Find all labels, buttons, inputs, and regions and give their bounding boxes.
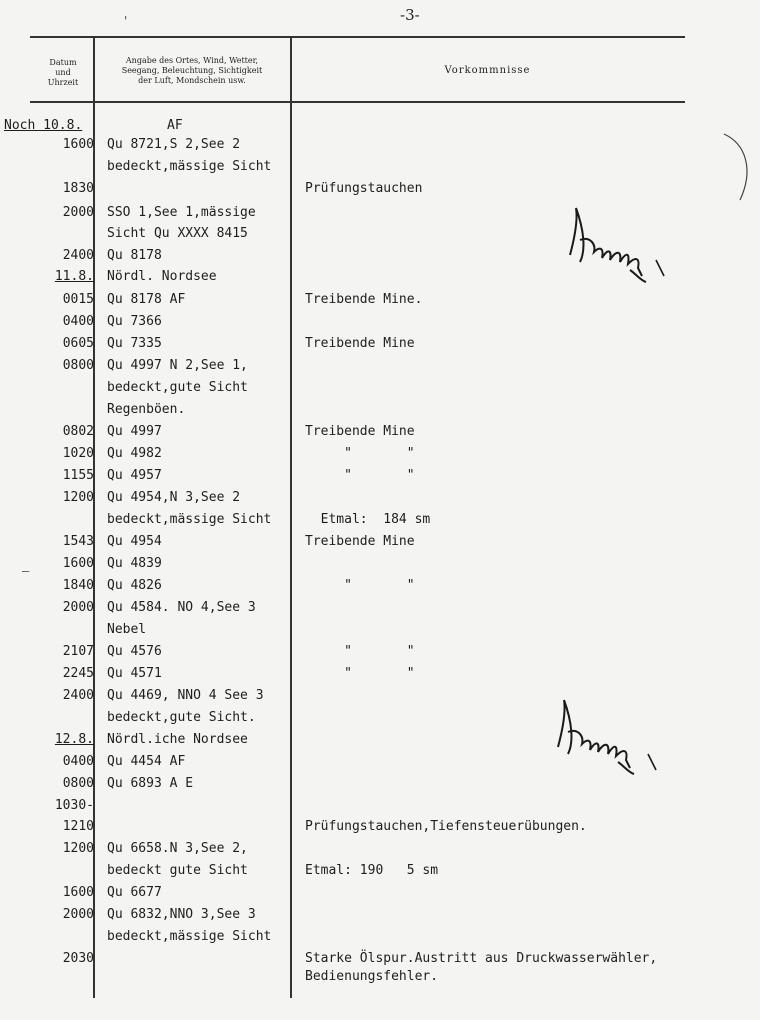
row-position-weather: Qu 4954 bbox=[107, 534, 162, 549]
row-datetime: 0800 bbox=[62, 776, 94, 791]
row-position-weather: bedeckt,mässige Sicht bbox=[107, 929, 272, 944]
row-datetime: 1030- bbox=[54, 798, 94, 813]
row-position-weather: Qu 4997 bbox=[107, 424, 162, 439]
row-position-weather: Qu 6658.N 3,See 2, bbox=[107, 841, 248, 856]
row-datetime: 1840 bbox=[62, 578, 94, 593]
row-position-weather: Qu 4571 bbox=[107, 666, 162, 681]
row-datetime: 1543 bbox=[62, 534, 94, 549]
row-position-weather: Qu 8178 bbox=[107, 248, 162, 263]
row-position-weather: SSO 1,See 1,mässige bbox=[107, 205, 256, 220]
signature bbox=[560, 200, 690, 290]
row-remarks: Treibende Mine. bbox=[305, 292, 423, 307]
row-datetime: 0015 bbox=[62, 292, 94, 307]
margin-tick: – bbox=[22, 564, 30, 578]
row-position-weather: Qu 4839 bbox=[107, 556, 162, 571]
column-header-position: Angabe des Ortes, Wind, Wetter, Seegang, Beleuchtung, Sichtigkeit der Luft, Mondschein usw. bbox=[121, 56, 263, 85]
row-datetime: Noch 10.8. bbox=[4, 118, 83, 133]
row-remarks: Starke Ölspur.Austritt aus Druckwasserwähler, bbox=[305, 951, 658, 966]
column-header-remarks: Vorkommnisse bbox=[444, 65, 531, 76]
row-remarks: " " bbox=[305, 644, 415, 659]
row-position-weather: bedeckt,mässige Sicht bbox=[107, 512, 272, 527]
row-datetime: 2400 bbox=[62, 248, 94, 263]
row-remarks: " " bbox=[305, 446, 415, 461]
margin-bracket-mark bbox=[718, 130, 758, 210]
row-datetime: 0800 bbox=[62, 358, 94, 373]
margin-tick: ' bbox=[122, 14, 130, 28]
row-datetime: 1155 bbox=[62, 468, 94, 483]
row-position-weather: Qu 4954,N 3,See 2 bbox=[107, 490, 241, 505]
row-datetime: 1200 bbox=[62, 490, 94, 505]
row-position-weather: Qu 6677 bbox=[107, 885, 162, 900]
row-datetime: 1200 bbox=[62, 841, 94, 856]
row-datetime: 1020 bbox=[62, 446, 94, 461]
row-position-weather: Qu 6893 A E bbox=[107, 776, 194, 791]
row-position-weather: Qu 4997 N 2,See 1, bbox=[107, 358, 248, 373]
row-position-weather: Qu 7366 bbox=[107, 314, 162, 329]
row-position-weather: bedeckt,gute Sicht bbox=[107, 380, 248, 395]
row-position-weather: Qu 4454 AF bbox=[107, 754, 186, 769]
row-remarks: Treibende Mine bbox=[305, 534, 415, 549]
row-datetime: 12.8. bbox=[54, 732, 94, 747]
row-datetime: 2000 bbox=[62, 907, 94, 922]
page-number: -3- bbox=[400, 6, 420, 24]
row-remarks: Etmal: 190 5 sm bbox=[305, 863, 439, 878]
row-datetime: 2030 bbox=[62, 951, 94, 966]
row-datetime: 0605 bbox=[62, 336, 94, 351]
row-position-weather: bedeckt,gute Sicht. bbox=[107, 710, 256, 725]
header-top-rule bbox=[30, 36, 685, 38]
row-datetime: 0802 bbox=[62, 424, 94, 439]
row-position-weather: AF bbox=[167, 118, 183, 133]
row-position-weather: Qu 8178 AF bbox=[107, 292, 186, 307]
row-remarks: " " bbox=[305, 468, 415, 483]
row-remarks: " " bbox=[305, 666, 415, 681]
row-remarks: Treibende Mine bbox=[305, 336, 415, 351]
row-datetime: 0400 bbox=[62, 754, 94, 769]
row-position-weather: Nördl.iche Nordsee bbox=[107, 732, 248, 747]
row-datetime: 2245 bbox=[62, 666, 94, 681]
column-divider-right bbox=[290, 38, 292, 998]
row-remarks: " " bbox=[305, 578, 415, 593]
row-datetime: 1210 bbox=[62, 819, 94, 834]
row-position-weather: Qu 7335 bbox=[107, 336, 162, 351]
row-datetime: 2000 bbox=[62, 600, 94, 615]
row-datetime: 2107 bbox=[62, 644, 94, 659]
row-position-weather: Qu 4826 bbox=[107, 578, 162, 593]
row-datetime: 1600 bbox=[62, 137, 94, 152]
signature bbox=[548, 692, 678, 782]
row-position-weather: Sicht Qu XXXX 8415 bbox=[107, 226, 248, 241]
row-position-weather: Qu 6832,NNO 3,See 3 bbox=[107, 907, 256, 922]
header-bottom-rule bbox=[30, 101, 685, 103]
row-datetime: 1830 bbox=[62, 181, 94, 196]
row-datetime: 1600 bbox=[62, 556, 94, 571]
row-datetime: 2400 bbox=[62, 688, 94, 703]
row-remarks: Treibende Mine bbox=[305, 424, 415, 439]
row-remarks: Prüfungstauchen,Tiefensteuerübungen. bbox=[305, 819, 587, 834]
row-position-weather: Qu 4584. NO 4,See 3 bbox=[107, 600, 256, 615]
row-position-weather: Qu 4469, NNO 4 See 3 bbox=[107, 688, 264, 703]
row-position-weather: Regenböen. bbox=[107, 402, 186, 417]
row-datetime: 1600 bbox=[62, 885, 94, 900]
row-datetime: 0400 bbox=[62, 314, 94, 329]
row-position-weather: Qu 4982 bbox=[107, 446, 162, 461]
row-position-weather: Qu 8721,S 2,See 2 bbox=[107, 137, 241, 152]
column-header-datetime: Datum und Uhrzeit bbox=[47, 58, 79, 87]
row-position-weather: Nördl. Nordsee bbox=[107, 269, 217, 284]
row-position-weather: Nebel bbox=[107, 622, 147, 637]
row-position-weather: bedeckt gute Sicht bbox=[107, 863, 248, 878]
row-remarks: Prüfungstauchen bbox=[305, 181, 423, 196]
row-position-weather: Qu 4957 bbox=[107, 468, 162, 483]
row-position-weather: bedeckt,mässige Sicht bbox=[107, 159, 272, 174]
row-remarks: Bedienungsfehler. bbox=[305, 969, 439, 984]
row-datetime: 2000 bbox=[62, 205, 94, 220]
row-remarks: Etmal: 184 sm bbox=[305, 512, 431, 527]
row-datetime: 11.8. bbox=[54, 269, 94, 284]
row-position-weather: Qu 4576 bbox=[107, 644, 162, 659]
